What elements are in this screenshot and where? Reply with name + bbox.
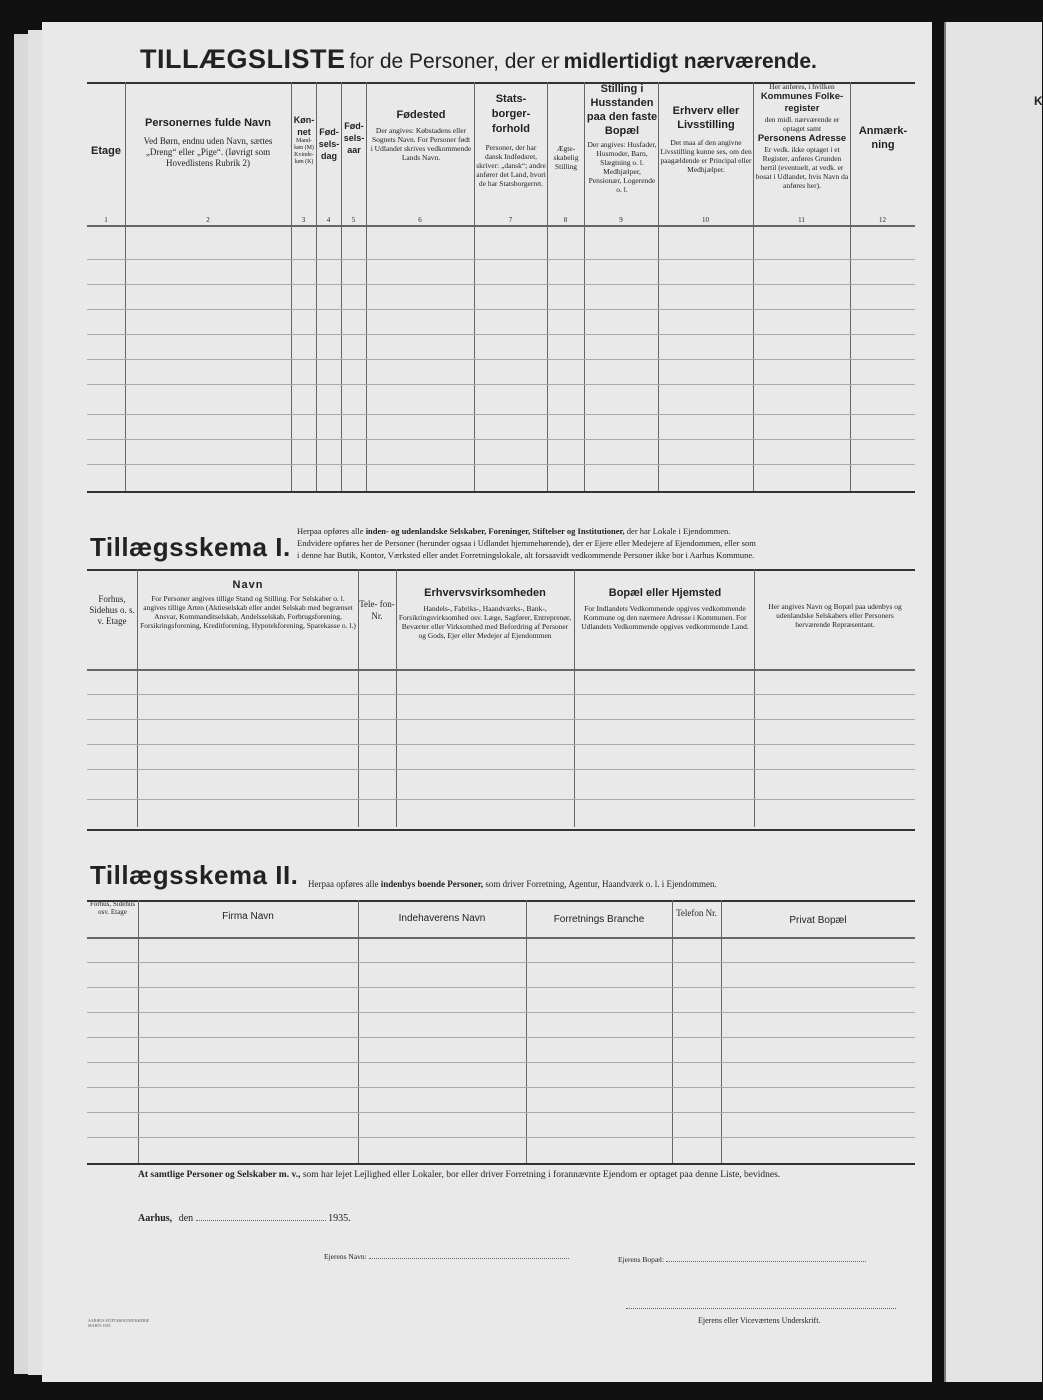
col-number: 8: [563, 216, 568, 224]
col-navn-sub: Ved Børn, endnu uden Navn, sættes „Dreng“ eller „Pige“. (Iøvrigt som Hovedlistens Rubrik 2): [143, 136, 273, 168]
col-number: 6: [418, 216, 422, 224]
skema1-col-erhverv-head: Erhvervsvirksomheden: [424, 587, 546, 599]
col-number: 11: [798, 216, 805, 224]
skema2-col-firma: Firma Navn: [222, 911, 274, 922]
footer-year: 1935.: [328, 1213, 351, 1224]
col-foedselsdag: Fød- sels- dag: [318, 127, 340, 161]
skema1-col-repraesentant: Her angives Navn og Bopæl paa udenbys og udenlandske Selskabers eller Personers herværende Repræsentant.: [768, 602, 902, 629]
owner-name-line: [324, 1252, 569, 1261]
col-navn: [128, 116, 288, 169]
owner-name-field[interactable]: [369, 1252, 569, 1259]
skema1-col-bopael-sub: For Indlandets Vedkommende opgives vedkommende Kommune og den nærmere Adresse i Kommunen. For Udlandets Vedkommende opgives vedkommende Land.: [581, 604, 749, 631]
skema1-intro-bold: inden- og udenlandske Selskaber, Foreninger, Stiftelser og Institutioner,: [365, 526, 625, 536]
col-koen-sub: Mand- køn (M) Kvinde- køn (K): [294, 138, 314, 165]
col-number: 2: [206, 216, 210, 224]
col-aegteskab: Ægte- skabelig Stilling: [553, 144, 579, 171]
skema2-intro: [308, 878, 908, 890]
skema2-title: Tillægsskema II.: [90, 860, 299, 890]
col-statsborger: [476, 92, 546, 188]
skema1-intro-text: der har Lokale i Ejendommen.: [626, 526, 731, 536]
col-folkeregister-head: Kommunes Folke- register: [760, 91, 844, 114]
skema1-col-telefon: Tele- fon- Nr.: [359, 599, 395, 621]
footer-den: den: [178, 1213, 194, 1224]
skema1-col-bopael-head: Bopæl eller Hjemsted: [608, 587, 722, 599]
adjacent-page: [944, 22, 1042, 1382]
skema2-col-indehaver: Indehaverens Navn: [398, 913, 486, 924]
footer-city: Aarhus,: [138, 1213, 173, 1224]
date-field[interactable]: [196, 1212, 326, 1221]
printer-imprint: [88, 1318, 149, 1328]
col-navn-head: Personernes fulde Navn: [145, 117, 271, 129]
skema1-col-navn-head: Navn: [232, 579, 264, 591]
printer-line2: MARTS 1935: [88, 1323, 111, 1328]
col-number: 9: [619, 216, 623, 224]
skema1-intro-text: Herpaa opføres alle: [297, 526, 364, 536]
title-rest: for de Personer, der er: [349, 50, 560, 73]
col-number: 7: [508, 216, 513, 224]
title-bold: TILLÆGSLISTE: [140, 44, 346, 74]
col-folkeregister-pre: Her anføres, i hvilken: [769, 82, 835, 91]
col-erhverv: [660, 104, 752, 174]
col-etage-head: Etage: [91, 145, 121, 157]
skema1-intro-line2: Endvidere opføres her de Personer (herunder ogsaa i Udlandet hjemmehørende), der er Ejere eller Medejere af Ejendommen, eller som: [297, 538, 756, 548]
col-folkeregister-sub2: Er vedk. ikke optaget i et Register, anføres Grunden hertil (eventuelt, at vedk. er bosat i Udlandet, hvis Navn da anføres her).: [755, 145, 849, 190]
col-number: 1: [104, 216, 108, 224]
owner-address-field[interactable]: [666, 1255, 866, 1262]
col-folkeregister: [755, 82, 849, 190]
skema1-col-bopael: [578, 586, 752, 631]
col-statsborger-sub: Personer, der har dansk Indfødsret, skriver: „dansk“; andre anfører det Land, hvori de har Statsborgerret.: [476, 143, 546, 188]
footer-date-line: [138, 1212, 351, 1224]
skema1-col-navn: [140, 578, 356, 630]
adjacent-page-letter: K: [1034, 94, 1043, 108]
col-number: 12: [879, 216, 886, 224]
col-number: 5: [351, 216, 356, 224]
owner-address-line: [618, 1255, 866, 1264]
skema2-col-etage: Forhus, Sidehus osv. Etage: [89, 900, 136, 916]
signature-label: Ejerens eller Viceværtens Underskrift.: [698, 1316, 821, 1325]
col-foedselsaar: Fød- sels- aar: [343, 121, 365, 155]
col-koen: [292, 114, 316, 166]
skema1-col-etage: Forhus, Sidehus o. s. v. Etage: [89, 594, 135, 626]
skema2-intro-bold: indenbys boende Personer,: [380, 879, 484, 889]
printer-line1: AARHUS STIFTSBOGTRYKKERIE: [88, 1318, 150, 1323]
signature-field[interactable]: [626, 1298, 896, 1309]
tillaegsliste-title: [140, 44, 817, 75]
col-statsborger-head: Stats- borger- forhold: [491, 93, 531, 135]
footer-statement-bold: At samtlige Personer og Selskaber m. v.,: [138, 1170, 301, 1180]
skema1-intro-line3: i denne har Butik, Kontor, Værksted eller andet Forretningslokale, alt forsaavidt vedkommende Personer ikke bor i Aarhus Kommune.: [297, 550, 755, 560]
col-folkeregister-head2: Personens Adresse: [757, 133, 847, 144]
col-foedested-head: Fødested: [396, 109, 446, 121]
skema1-col-erhverv: [398, 586, 572, 640]
form-page: [42, 22, 932, 1382]
col-erhverv-head: Erhverv eller Livsstilling: [672, 105, 740, 131]
col-folkeregister-sub: den midl. nærværende er optaget samt: [764, 115, 840, 133]
skema1-col-navn-sub: For Personer angives tillige Stand og Stilling. For Selskaber o. l. angives tillige Arten (Aktieselskab eller andet Selskab med begrænset Ansvar, Kommanditselskab, Andelsselskab, Forbrugsforening, Forsikringsforening, Kreditforening, Hypotekforening, Sparekasse o. l.): [140, 594, 356, 630]
skema2-intro-text: Herpaa opføres alle: [308, 879, 379, 889]
col-stilling-sub: Der angives: Husfader, Husmoder, Barn, Slægtning o. l. Medhjælper, Pensionær, Logerende o. l.: [587, 140, 657, 194]
col-koen-head: Køn- net: [293, 115, 315, 137]
skema2-col-branche: Forretnings Branche: [553, 914, 645, 925]
skema1-intro: [297, 525, 917, 561]
skema2-col-privat-bopael: Privat Bopæl: [789, 915, 847, 926]
col-foedested: [370, 108, 472, 162]
owner-name-label: Ejerens Navn:: [324, 1252, 367, 1261]
footer-statement-text: som har lejet Lejlighed eller Lokaler, bor eller driver Forretning i forannævnte Ejendom er optaget paa denne Liste, bevidnes.: [302, 1170, 781, 1180]
owner-address-label: Ejerens Bopæl:: [618, 1255, 665, 1264]
col-erhverv-sub: Det maa af den angivne Livsstilling kunne ses, om den paagældende er Principal eller Medhjælper.: [660, 138, 752, 174]
col-number: 3: [301, 216, 306, 224]
skema2-intro-text: som driver Forretning, Agentur, Haandværk o. l. i Ejendommen.: [485, 879, 717, 889]
col-number: 10: [702, 216, 709, 224]
col-stilling: [586, 82, 658, 194]
footer-statement: [138, 1169, 918, 1181]
col-stilling-head: Stilling i Husstanden paa den faste Bopæl: [586, 83, 658, 137]
skema1-title: Tillægsskema I.: [90, 532, 291, 562]
col-foedested-sub: Der angives: Købstadens eller Sognets Navn. For Personer født i Udlandet skrives vedkommende Lands Navn.: [370, 126, 472, 162]
title-bold2: midlertidigt nærværende.: [563, 50, 817, 73]
skema2-col-telefon: Telefon Nr.: [676, 908, 717, 918]
col-number: 4: [326, 216, 331, 224]
col-anmaerkning: Anmærk- ning: [858, 125, 908, 151]
skema1-col-erhverv-sub: Handels-, Fabriks-, Haandværks-, Bank-, Forsikringsvirksomhed osv. Læge, Sagfører, Entreprenør, Beværter eller Virksomhed med Befordring af Personer og Gods, Ejer eller Medejer af Ejendommen: [398, 604, 572, 640]
